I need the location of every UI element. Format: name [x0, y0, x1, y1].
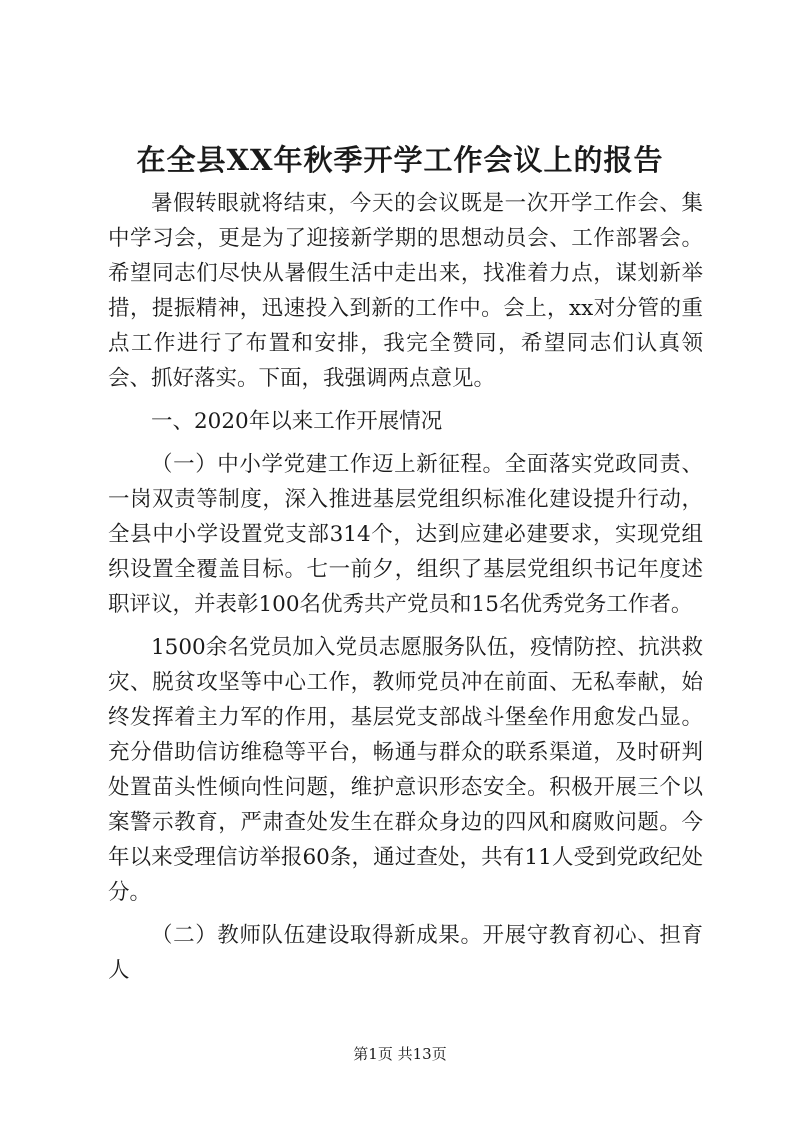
- paragraph-volunteers: 1500余名党员加入党员志愿服务队伍，疫情防控、抗洪救灾、脱贫攻坚等中心工作，教师党员冲在前面、无私奉献，始终发挥着主力军的作用，基层党支部战斗堡垒作用愈发凸显。充分借助信访维稳等平台，畅通与群众的联系渠道，及时研判处置苗头性倾向性问题，维护意识形态安全。积极开展三个以案警示教育，严肃查处发生在群众身边的四风和腐败问题。今年以来受理信访举报60条，通过查处，共有11人受到党政纪处分。: [108, 635, 703, 905]
- paragraph-intro: 暑假转眼就将结束，今天的会议既是一次开学工作会、集中学习会，更是为了迎接新学期的思想动员会、工作部署会。希望同志们尽快从暑假生活中走出来，找准着力点，谋划新举措，提振精神，迅速投入到新的工作中。会上，xx对分管的重点工作进行了布置和安排，我完全赞同，希望同志们认真领会、抓好落实。下面，我强调两点意见。: [108, 191, 703, 391]
- paragraph-party-building: （一）中小学党建工作迈上新征程。全面落实党政同责、一岗双责等制度，深入推进基层党组织标准化建设提升行动，全县中小学设置党支部314个，达到应建必建要求，实现党组织设置全覆盖目标。七一前夕，组织了基层党组织书记年度述职评议，并表彰100名优秀共产党员和15名优秀党务工作者。: [108, 452, 703, 617]
- page-footer: 第1页 共13页: [353, 1045, 447, 1063]
- document-body: [108, 186, 703, 988]
- section-heading-1: 一、2020年以来工作开展情况: [151, 409, 443, 434]
- paragraph-teacher-team: （二）教师队伍建设取得新成果。开展守教育初心、担育人: [108, 923, 703, 983]
- document-title: 在全县XX年秋季开学工作会议上的报告: [136, 143, 664, 177]
